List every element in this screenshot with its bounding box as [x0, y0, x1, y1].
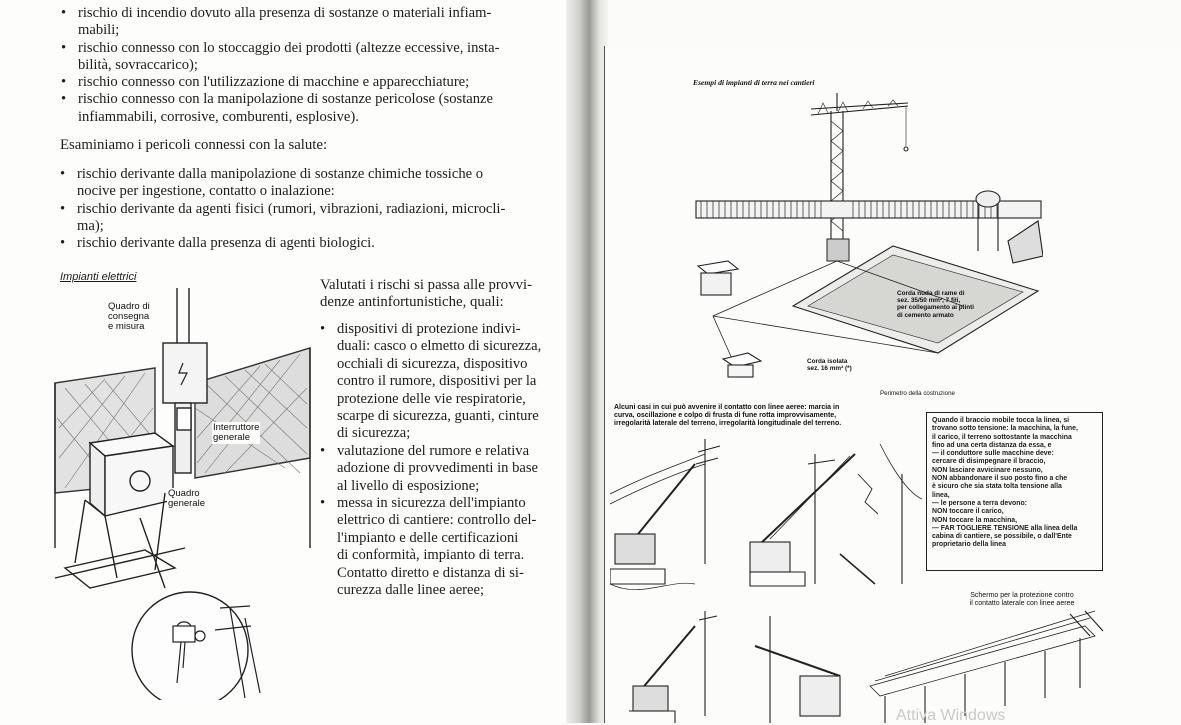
fire-risk-bullets	[58, 5, 578, 126]
bullet-item: • rischio derivante dalla manipolazione di sostanze chimiche tossiche o nocive per ingestione, contatto o inalazione:	[57, 166, 577, 201]
health-bullets	[57, 166, 577, 252]
excavator-illustration	[610, 434, 922, 594]
measure-item: • messa in sicurezza dell'impianto elettrico di cantiere: controllo del- l'impianto e delle certificazioni di conformità, impianto di terra. Contatto diretto e distanza di si- curezza dalle linee aeree;	[317, 495, 579, 599]
health-intro: Esaminiamo i pericoli connessi con la salute:	[60, 137, 328, 153]
label-corda-nuda: Corda nuda di rame di sez. 35/50 mm², 7 fili, per collegamento ai plinti di cemento armato	[897, 290, 975, 319]
label-quadro-generale: Quadro generale	[168, 488, 205, 509]
overhead-line-rules-box: Quando il braccio mobile tocca la linea, si trovano sotto tensione: la macchina, la fune, il carico, il terreno sottostante la macchina fino ad una certa distanza da essa, e — il conduttore sulle macchine deve: cercare di disimpegnare il braccio, NON lasciare avvicinare nessuno, NON abbandonare il suo posto fino a che è sicuro che sia stata tolta tensione alla linea, — le persone a terra devono: NON toccare il carico, NON toccare la macchina, — FAR TOGLIERE TENSIONE alla linea della cabina di cantiere, se possibile, o dall'Ente proprietario della linea	[926, 412, 1103, 571]
bullet-item: • rischio connesso con lo stoccaggio dei prodotti (altezze eccessive, insta- bilità, sovraccarico);	[58, 40, 578, 75]
label-corda-isolata: Corda isolata sez. 16 mm² (*)	[807, 358, 852, 373]
label-quadro-consegna: Quadro di consegna e misura	[108, 301, 150, 332]
earth-systems-title: Esempi di impianti di terra nei cantieri	[693, 78, 815, 87]
label-perimetro: Perimetro della costruzione	[880, 390, 955, 397]
crane-illustration	[693, 91, 1043, 396]
bullet-item: • rischio di incendio dovuto alla presenza di sostanze o materiali infiam- mabili;	[58, 5, 578, 40]
measure-item: • valutazione del rumore e relativa adozione di provvedimenti in base al livello di esposizione;	[317, 443, 579, 495]
left-page	[0, 0, 582, 723]
contact-caption: Alcuni casi in cui può avvenire il contatto con linee aeree: marcia in curva, oscillazione e colpo di frusta di fune rotta improvvisamente, irregolarità laterale del terreno, irregolarità longitudinale del terreno.	[614, 404, 842, 428]
schermo-caption: Schermo per la protezione contro il contatto laterale con linee aeree	[969, 592, 1075, 608]
schermo-illustration	[625, 606, 1105, 723]
bullet-item: • rischio connesso con la manipolazione di sostanze pericolose (sostanze infiammabili, corrosive, comburenti, esplosive).	[58, 91, 578, 126]
measures-intro: Valutati i rischi si passa alle provvi- denze antinfortunistiche, quali:	[320, 277, 533, 310]
bullet-item: • rischio connesso con l'utilizzazione di macchine e apparecchiature;	[58, 74, 578, 91]
measure-item: • dispositivi di protezione indivi- duali: casco o elmetto di sicurezza, occhiali di sicurezza, dispositivo contro il rumore, dispositivi per la protezione delle vie respiratorie, scarpe di sicurezza, guanti, cinture di sicurezza;	[317, 321, 579, 443]
book-gutter	[566, 0, 608, 723]
bullet-item: • rischio derivante da agenti fisici (rumori, vibrazioni, radiazioni, microcli- ma);	[57, 201, 577, 236]
right-page	[604, 46, 1181, 723]
activation-watermark: Attiva Windows	[896, 707, 1006, 724]
section-title-impianti: Impianti elettrici	[60, 271, 137, 283]
measures-list	[317, 321, 579, 600]
bullet-item: • rischio derivante dalla presenza di agenti biologici.	[57, 235, 577, 252]
label-interruttore-generale: Interruttore generale	[213, 422, 260, 443]
